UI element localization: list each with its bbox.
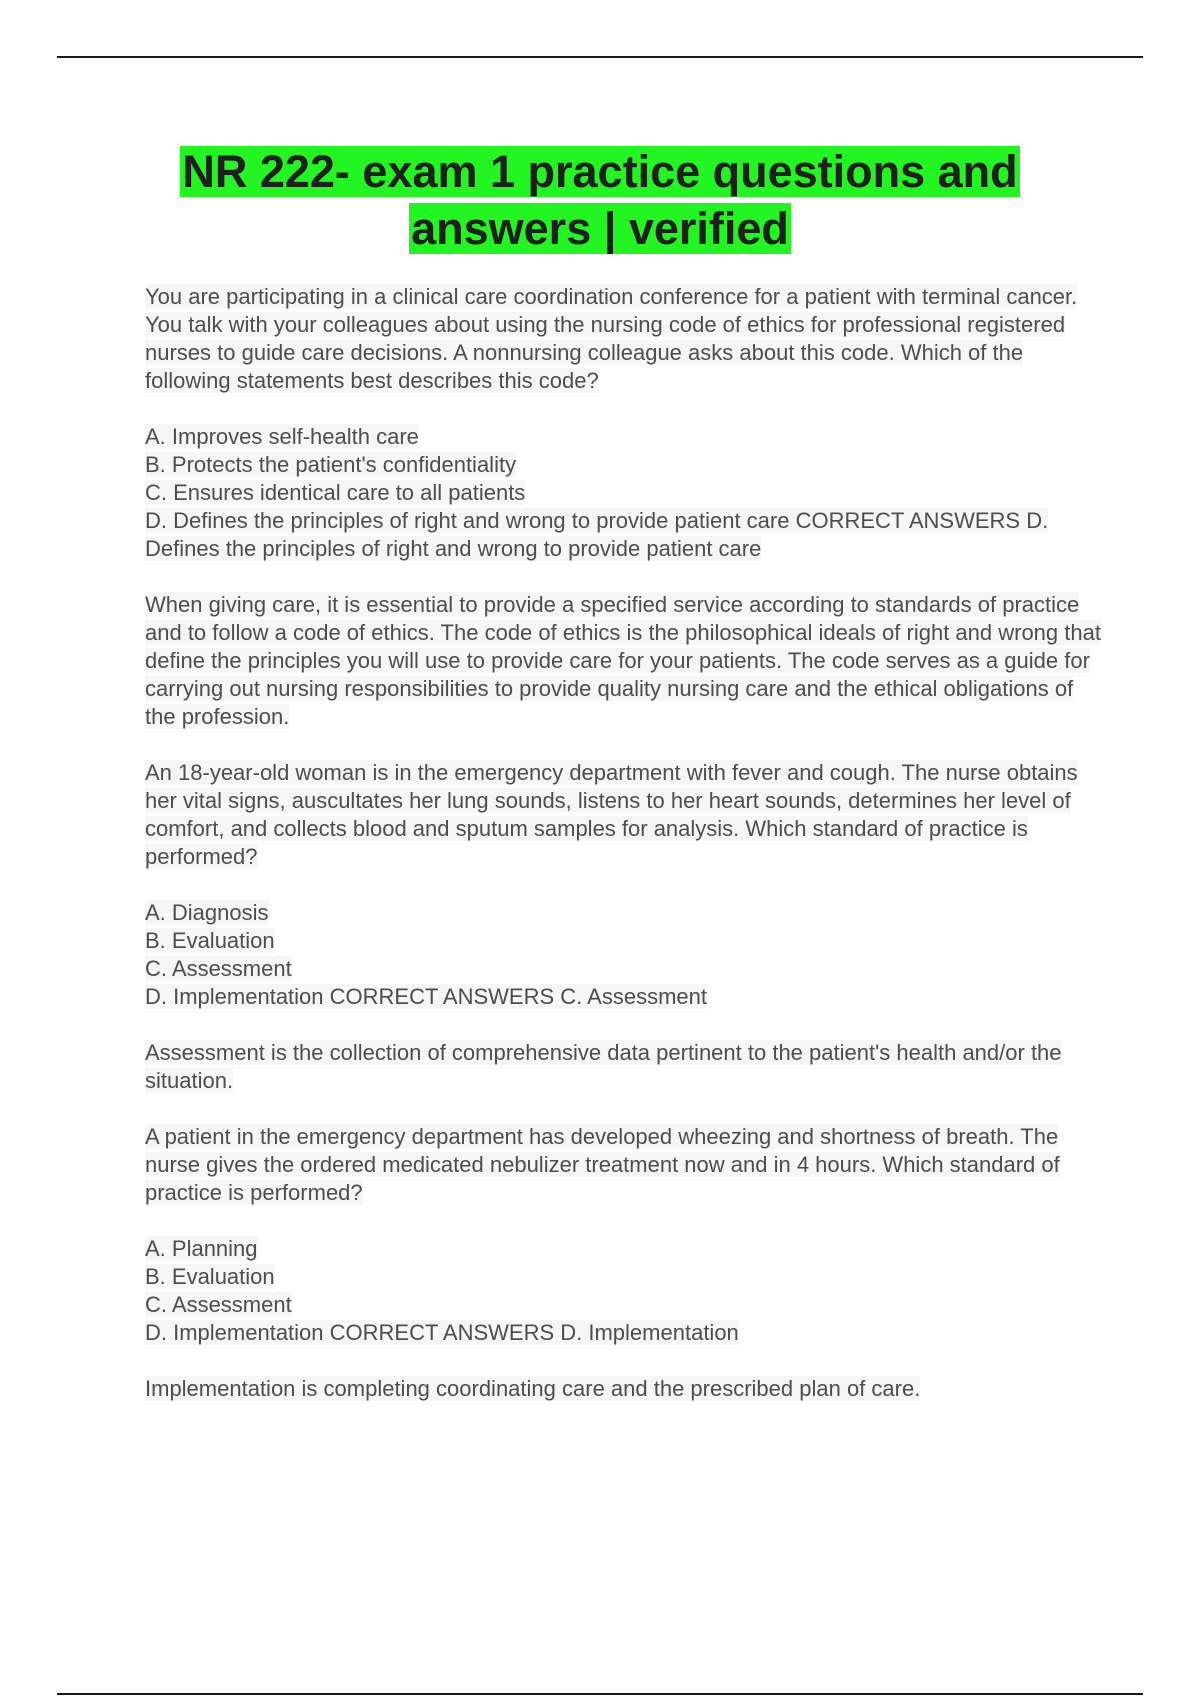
question-1: You are participating in a clinical care coordination conference for a patient with terminal cancer. You talk with your colleagues about using the nursing code of ethics for professional registered nurses to guide care decisions. A nonnursing colleague asks about this code. Which of the following statements best describes this code? [145,284,1078,393]
bottom-rule [57,1693,1143,1695]
question-2-options [145,899,1105,1011]
rationale-1: When giving care, it is essential to provide a specified service according to standards of practice and to follow a code of ethics. The code of ethics is the philosophical ideals of right and wrong that define the principles you will use to provide care for your patients. The code serves as a guide for carrying out nursing responsibilities to provide quality nursing care and the ethical obligations of the profession. [145,592,1101,729]
document-title [100,143,1100,257]
option-item: A. Improves self-health care [145,424,419,449]
option-item: C. Assessment [145,956,292,981]
option-item-answer: D. Implementation CORRECT ANSWERS C. Assessment [145,984,707,1009]
title-line-2: answers | verified [411,203,789,254]
option-item: A. Planning [145,1236,258,1261]
rationale-2: Assessment is the collection of comprehensive data pertinent to the patient's health and/or the situation. [145,1040,1062,1093]
option-item: A. Diagnosis [145,900,269,925]
option-item: B. Protects the patient's confidentiality [145,452,517,477]
option-item: C. Assessment [145,1292,292,1317]
top-rule [57,56,1143,58]
question-3-options [145,1235,1105,1347]
question-3: A patient in the emergency department has developed wheezing and shortness of breath. The nurse gives the ordered medicated nebulizer treatment now and in 4 hours. Which standard of practice is performed? [145,1124,1060,1205]
title-line-1: NR 222- exam 1 practice questions and [182,146,1018,197]
option-item-answer: D. Implementation CORRECT ANSWERS D. Implementation [145,1320,739,1345]
option-item: B. Evaluation [145,928,275,953]
question-2: An 18-year-old woman is in the emergency department with fever and cough. The nurse obtains her vital signs, auscultates her lung sounds, listens to her heart sounds, determines her level of comfort, and collects blood and sputum samples for analysis. Which standard of practice is performed? [145,760,1078,869]
option-item: B. Evaluation [145,1264,275,1289]
document-body [145,283,1105,1431]
rationale-3: Implementation is completing coordinating care and the prescribed plan of care. [145,1376,921,1401]
option-item-answer: D. Defines the principles of right and wrong to provide patient care CORRECT ANSWERS D. Defines the principles of right and wrong to provide patient care [145,508,1049,561]
question-1-options [145,423,1105,563]
option-item: C. Ensures identical care to all patients [145,480,526,505]
